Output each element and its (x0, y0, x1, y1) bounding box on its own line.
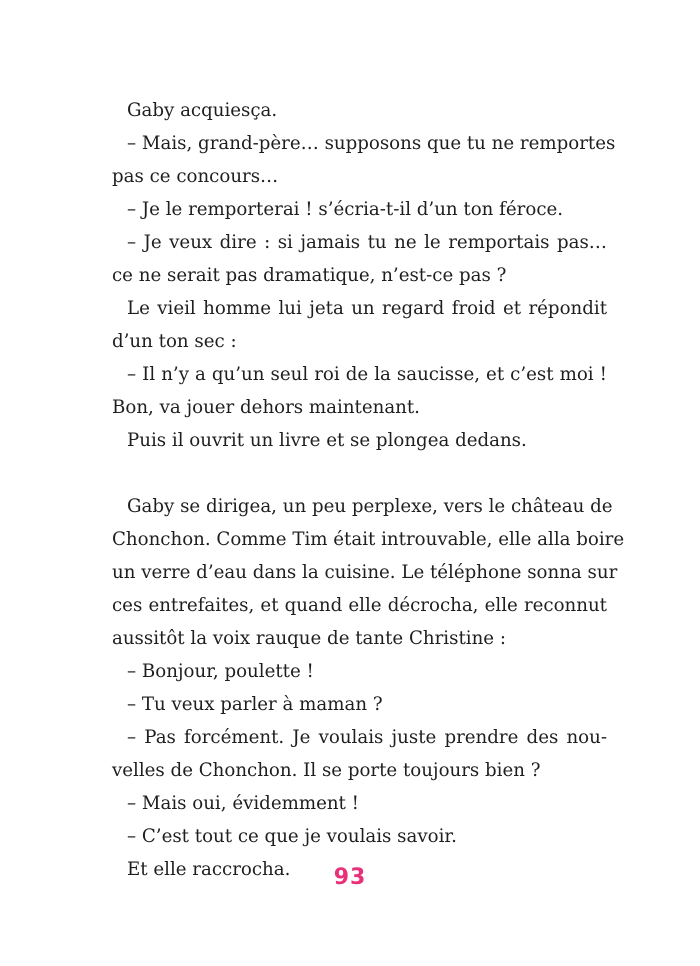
text-line: – Tu veux parler à maman ? (127, 694, 383, 715)
text-line: aussitôt la voix rauque de tante Christine : (112, 628, 506, 649)
text-line: ces entrefaites, et quand elle décrocha, elle reconnut (112, 595, 607, 616)
text-line: Bon, va jouer dehors maintenant. (112, 397, 420, 418)
page-number: 93 (333, 865, 367, 890)
text-line: Le vieil homme lui jeta un regard froid et répondit (127, 298, 607, 319)
text-line: velles de Chonchon. Il se porte toujours bien ? (112, 760, 541, 781)
body-text (112, 94, 625, 886)
section-break (112, 457, 607, 490)
text-line: Et elle raccrocha. (127, 859, 291, 880)
text-line: pas ce concours… (112, 166, 279, 187)
text-line: ce ne serait pas dramatique, n’est-ce pas ? (112, 265, 507, 286)
text-line: – Je le remporterai ! s’écria-t-il d’un ton féroce. (127, 199, 564, 220)
text-line: – Il n’y a qu’un seul roi de la saucisse, et c’est moi ! (127, 364, 607, 385)
text-line: Chonchon. Comme Tim était introuvable, elle alla boire (112, 529, 625, 550)
text-line: Puis il ouvrit un livre et se plongea dedans. (127, 430, 527, 451)
text-line: – Je veux dire : si jamais tu ne le remportais pas… (127, 232, 607, 253)
text-line: – C’est tout ce que je voulais savoir. (127, 826, 457, 847)
text-line: – Mais oui, évidemment ! (127, 793, 359, 814)
text-line: Gaby se dirigea, un peu perplexe, vers le château de (127, 496, 613, 517)
text-line: Gaby acquiesça. (127, 100, 278, 121)
text-line: d’un ton sec : (112, 331, 237, 352)
text-line: un verre d’eau dans la cuisine. Le téléphone sonna sur (112, 562, 618, 583)
text-line: – Pas forcément. Je voulais juste prendre des nou- (127, 727, 607, 748)
text-line: – Mais, grand-père… supposons que tu ne remportes (127, 133, 616, 154)
text-line: – Bonjour, poulette ! (127, 661, 314, 682)
